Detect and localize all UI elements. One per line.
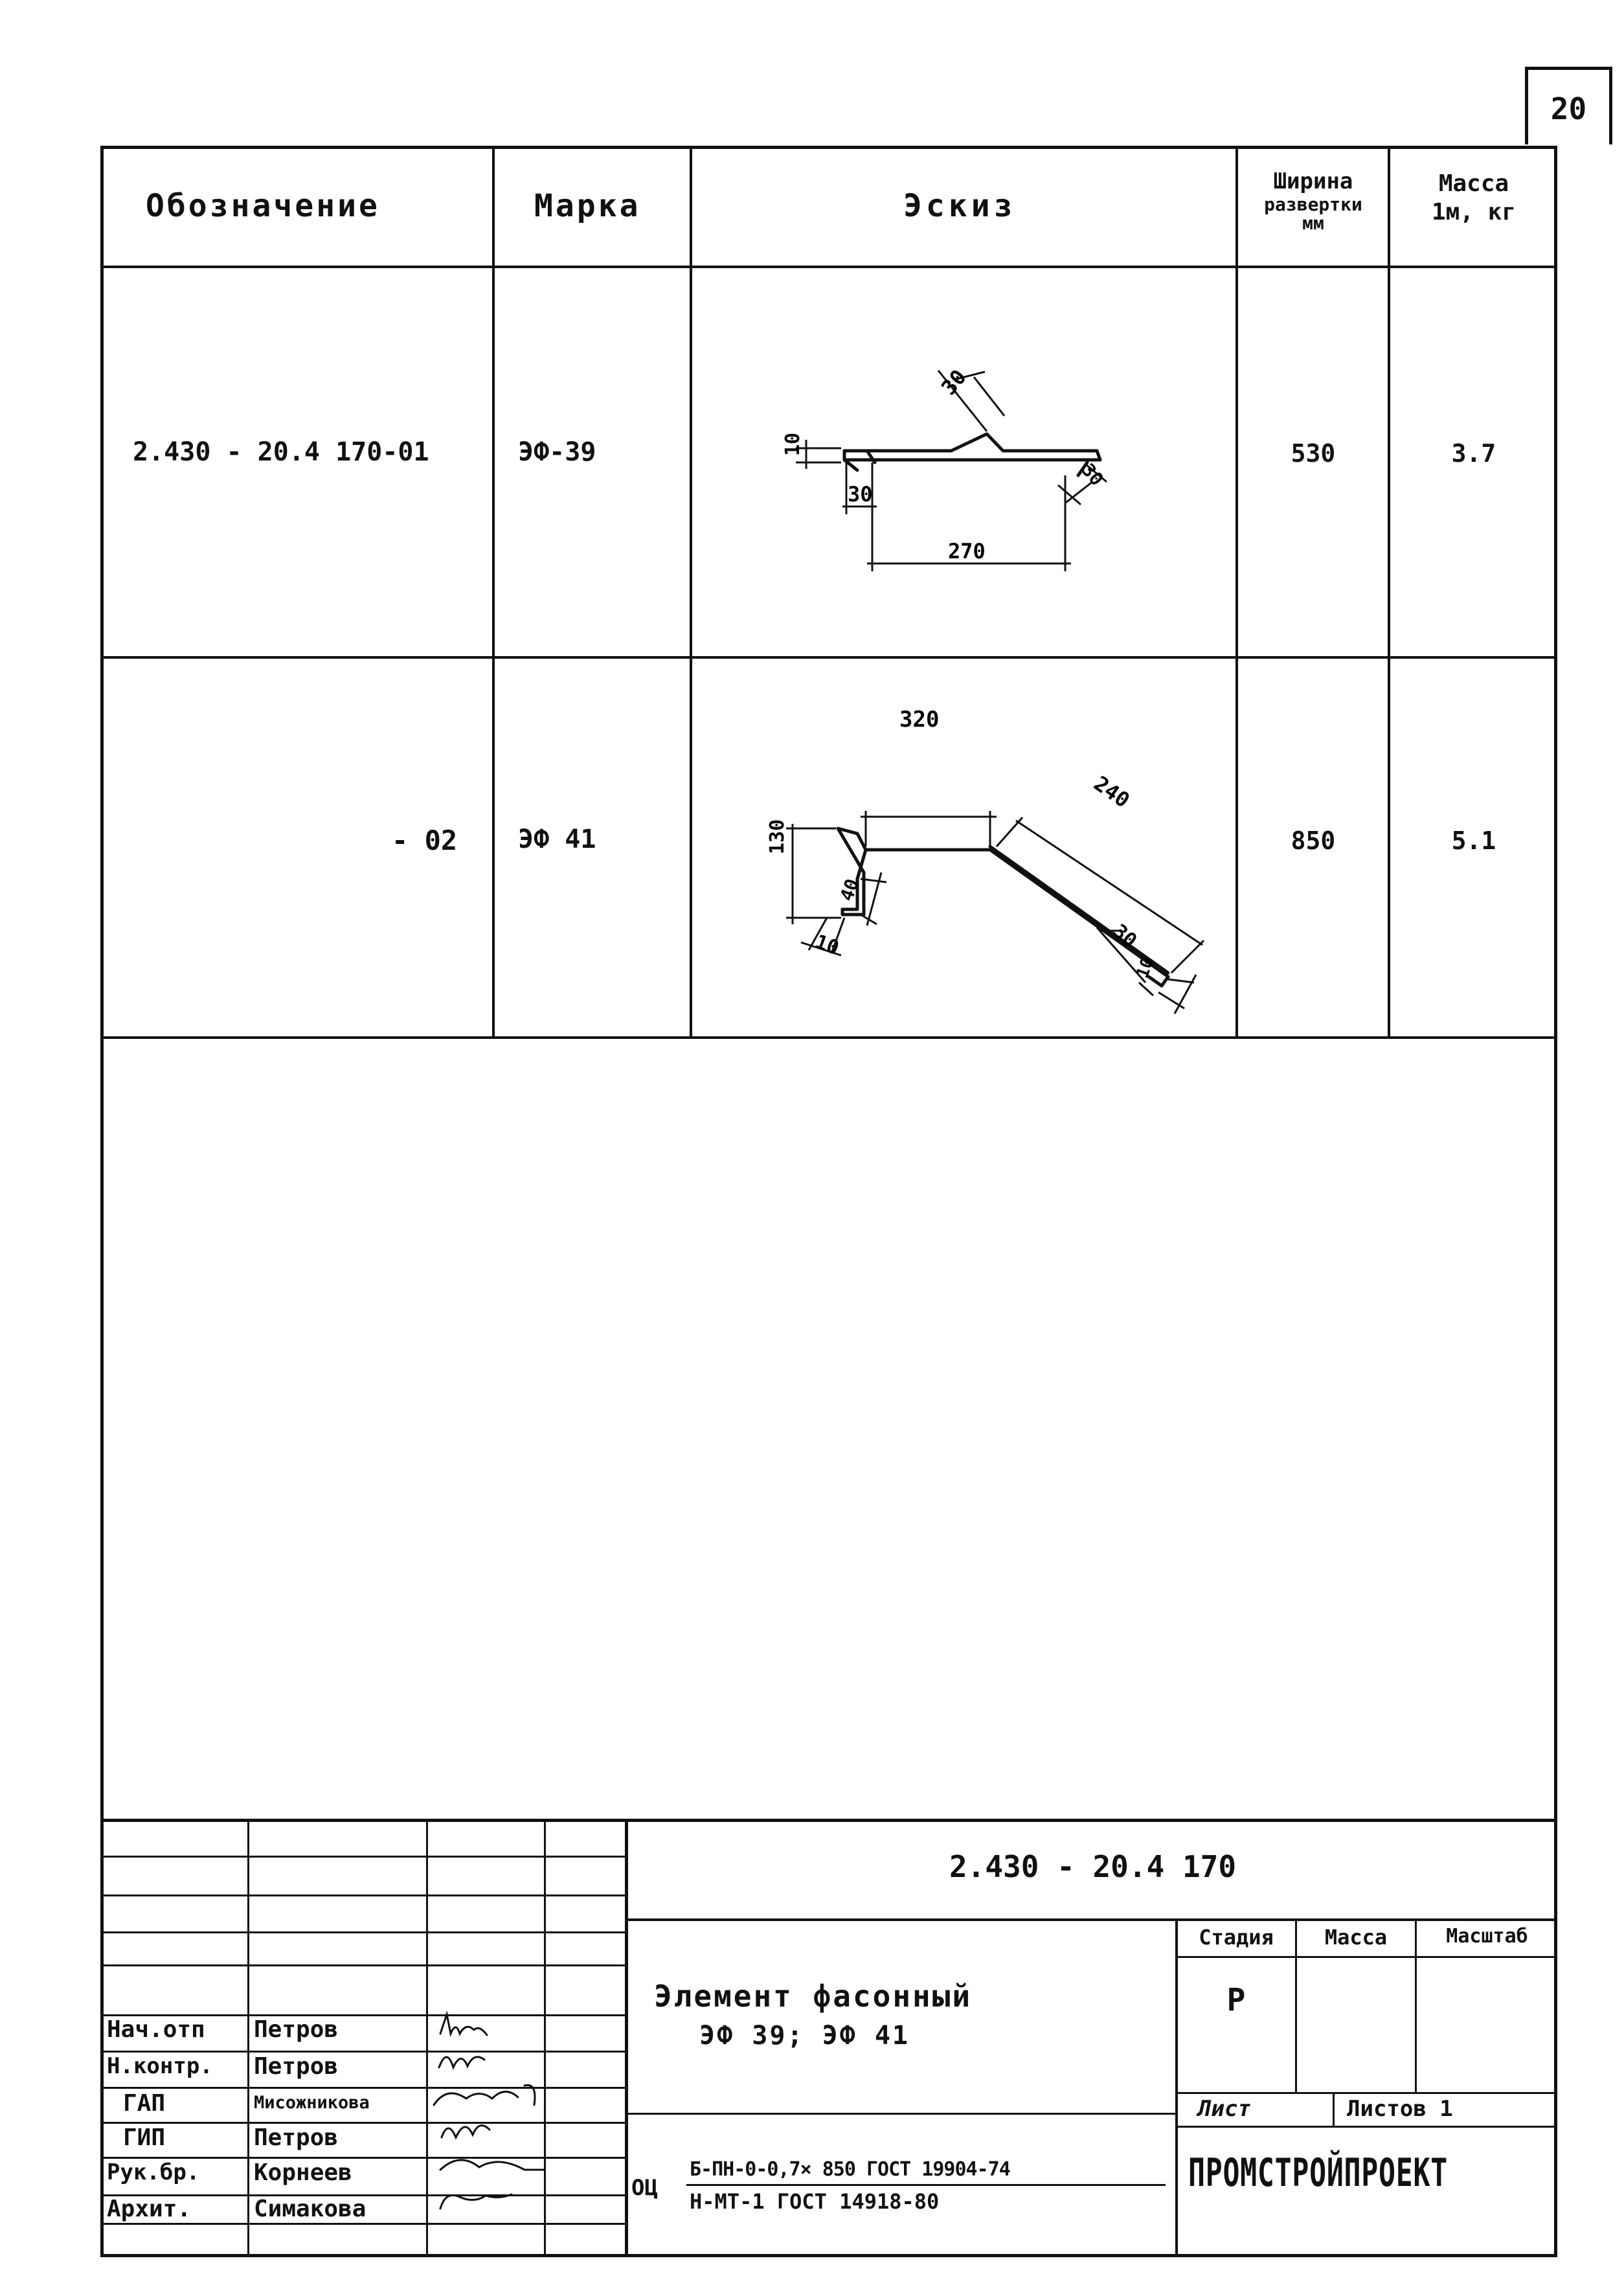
sig-name-1: Петров <box>254 2016 339 2043</box>
organization-name: ПРОМСТРОЙПРОЕКТ <box>1188 2150 1448 2196</box>
sig-name-4: Петров <box>254 2124 339 2151</box>
tb-stage-header-bottom <box>1175 1956 1557 1958</box>
row1-profile <box>867 434 1097 451</box>
row2-dim-320: 320 <box>899 707 940 733</box>
header-mark: Марка <box>534 188 641 224</box>
tb-sheet-row-bottom <box>1175 2126 1557 2128</box>
header-designation: Обозначение <box>146 188 380 224</box>
row2-width: 850 <box>1291 826 1336 855</box>
signature-stroke-4 <box>442 2126 490 2137</box>
row1-dim-30-left: 30 <box>848 482 873 506</box>
sig-name-3: Мисожникова <box>254 2093 370 2113</box>
col-divider-3 <box>1235 146 1238 1038</box>
row1-designation: 2.430 - 20.4 170-01 <box>133 437 429 467</box>
sig-role-5: Рук.бр. <box>107 2159 200 2185</box>
header-width <box>1238 168 1388 234</box>
sig-name-2: Петров <box>254 2053 339 2080</box>
sheet-number: 20 <box>1525 67 1612 144</box>
row2-mark: ЭФ 41 <box>518 825 596 854</box>
stage-header: Стадия <box>1199 1925 1274 1950</box>
col-divider-1 <box>492 146 495 1038</box>
row2-dim-40: 40 <box>835 876 864 904</box>
row2-divider <box>100 1036 1557 1039</box>
sig-role-1: Нач.отп <box>107 2016 205 2043</box>
document-code: 2.430 - 20.4 170 <box>949 1849 1237 1884</box>
sig-role-6: Архит. <box>107 2196 192 2222</box>
stage-value: Р <box>1226 1982 1246 2018</box>
title-line-2: ЭФ 39; ЭФ 41 <box>699 2021 910 2051</box>
row2-dim-30: 30 <box>1108 920 1142 953</box>
material-prefix: ОЦ <box>631 2175 658 2201</box>
sig-row-3 <box>100 1931 626 1933</box>
sig-col-1 <box>247 1819 249 2257</box>
sig-name-6: Симакова <box>254 2196 367 2222</box>
row2-dim-240: 240 <box>1089 771 1134 813</box>
tb-material-top <box>625 2113 1177 2115</box>
header-mass-line1: Масса <box>1438 170 1509 197</box>
row2-dim-130: 130 <box>766 819 789 854</box>
signature-stroke-3 <box>434 2085 535 2105</box>
sig-row-4 <box>100 1964 626 1966</box>
tb-code-bottom <box>625 1918 1557 1921</box>
header-mass <box>1390 170 1557 227</box>
row2-sketch <box>692 659 1235 1036</box>
row1-width: 530 <box>1291 439 1336 468</box>
row1-dim-30-right: 30 <box>1077 459 1108 490</box>
row2-designation: - 02 <box>392 825 458 856</box>
row1-dim-30-top: 30 <box>936 365 971 400</box>
signature-stroke-1 <box>440 2014 487 2035</box>
signature-stroke-5 <box>440 2160 544 2170</box>
sig-role-2: Н.контр. <box>107 2053 213 2079</box>
row1-mass: 3.7 <box>1451 439 1496 468</box>
tb-top-line <box>100 1819 1557 1822</box>
row2-mass: 5.1 <box>1451 826 1496 855</box>
title-line-1: Элемент фасонный <box>654 1979 973 2014</box>
material-line-2: Н-МТ-1 ГОСТ 14918-80 <box>690 2189 940 2214</box>
row1-mark: ЭФ-39 <box>518 437 596 467</box>
row1-sketch <box>692 268 1235 656</box>
mass-header: Масса <box>1324 1925 1388 1950</box>
row1-dim-270: 270 <box>948 539 986 563</box>
header-width-line1: Ширина <box>1273 168 1353 194</box>
sig-row-2 <box>100 1894 626 1896</box>
sig-role-4: ГИП <box>123 2124 166 2151</box>
material-line-1: Б-ПН-0-0,7× 850 ГОСТ 19904-74 <box>690 2158 1010 2181</box>
header-width-line2: развертки <box>1264 194 1362 215</box>
sig-row-1 <box>100 1856 626 1858</box>
sig-name-5: Корнеев <box>254 2159 352 2186</box>
header-width-line3: мм <box>1302 212 1324 234</box>
sheets-label: Листов 1 <box>1347 2096 1453 2122</box>
tb-sheet-divider <box>1333 2092 1335 2127</box>
sig-role-3: ГАП <box>123 2090 166 2117</box>
header-sketch: Эскиз <box>903 188 1017 224</box>
row2-dim-10-right: 10 <box>1133 955 1158 981</box>
row2-profile <box>835 828 1168 977</box>
col-divider-4 <box>1388 146 1390 1038</box>
row1-dim-10: 10 <box>782 432 804 456</box>
signature-stroke-2 <box>439 2057 484 2067</box>
tb-sheet-row-top <box>1175 2092 1557 2094</box>
scale-header: Масштаб <box>1446 1925 1528 1948</box>
row2-dim-10-left: 10 <box>812 930 842 960</box>
material-fraction-line <box>686 2184 1166 2186</box>
header-mass-line2: 1м, кг <box>1431 199 1517 225</box>
tb-stage-vline <box>1175 1918 1178 2257</box>
signature-stroke-6 <box>440 2194 512 2209</box>
tb-vline-right-of-signatures <box>625 1819 628 2257</box>
sheet-label: Лист <box>1198 2096 1251 2122</box>
handwritten-signatures <box>427 2008 583 2228</box>
